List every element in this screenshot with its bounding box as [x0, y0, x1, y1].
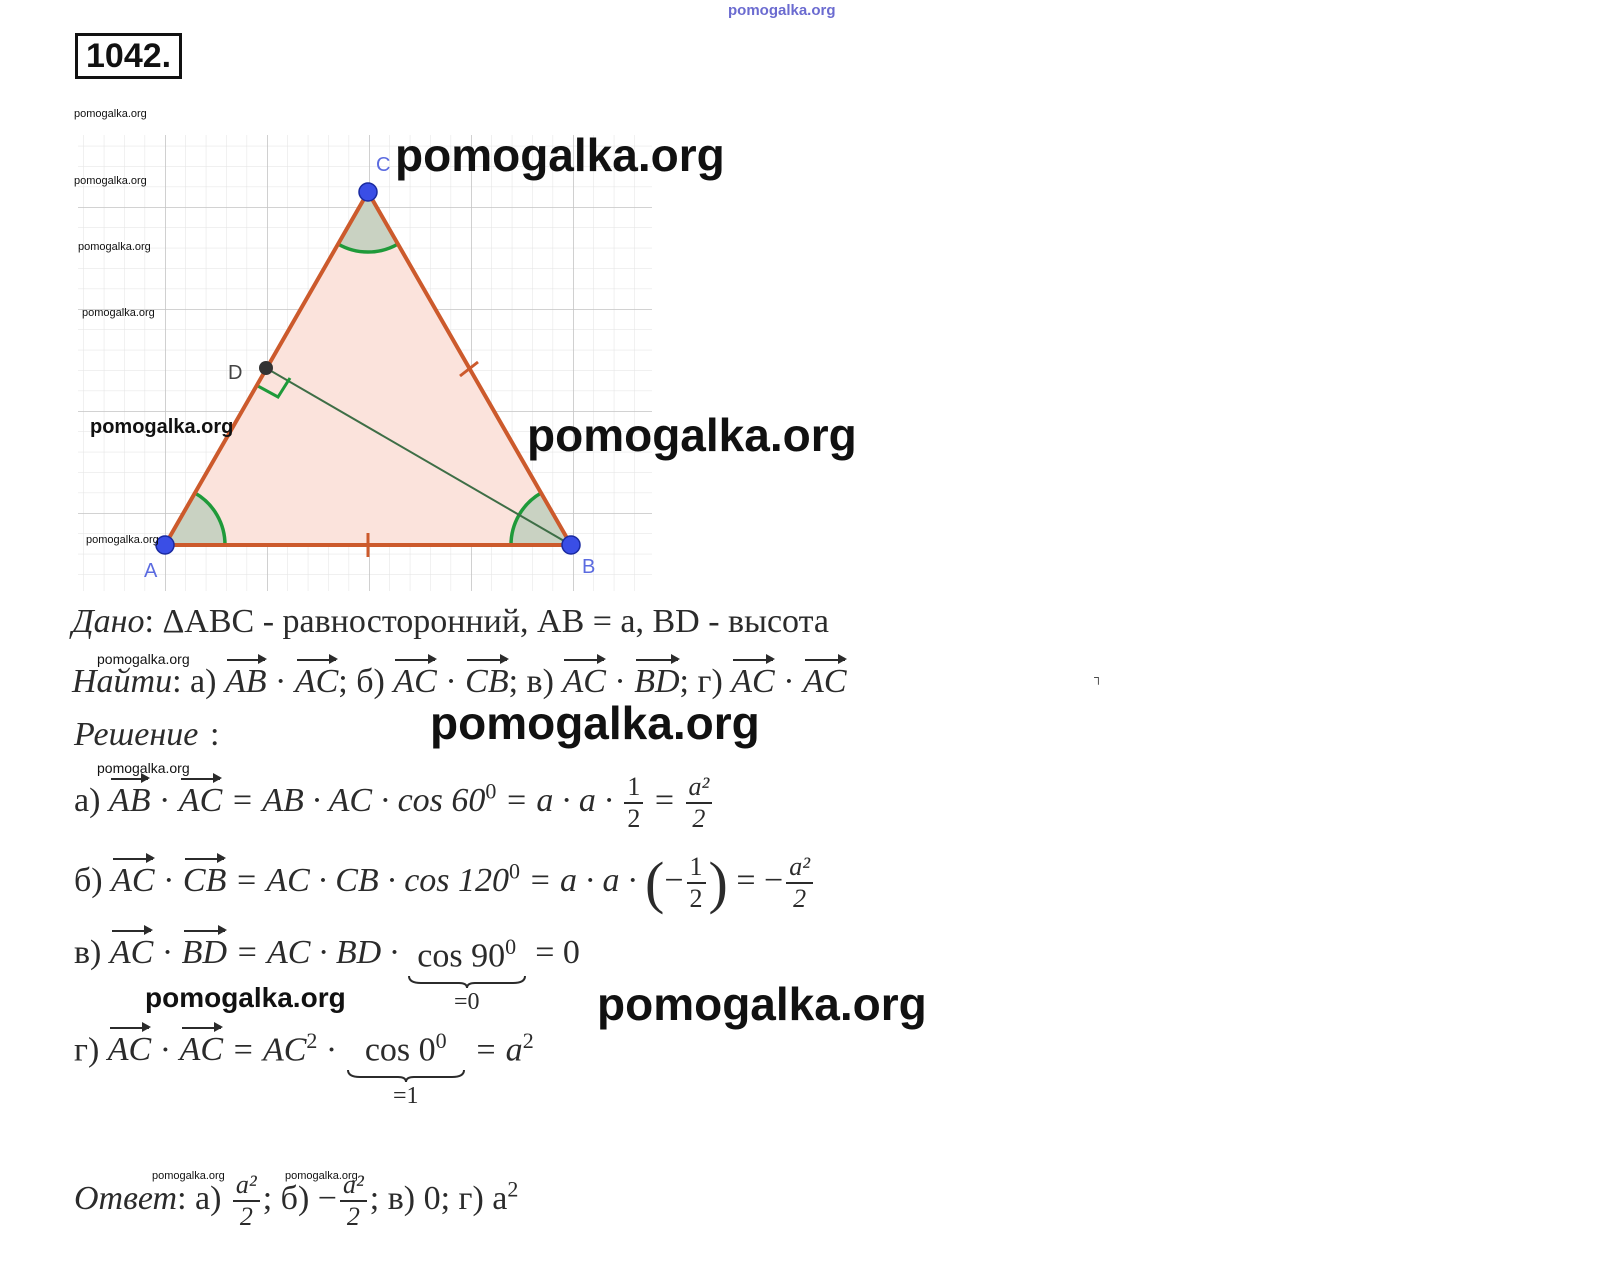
label-b: B — [582, 556, 596, 578]
stray-mark: ┐ — [1094, 670, 1103, 684]
solution-a: а) AB · AC = AB · AC · $\cos 60^0 = a \cdot a$ · $\frac{1}{2}$ = $\frac{\text{a²}}{2}$ — [74, 772, 715, 834]
label-d: D — [228, 362, 243, 384]
watermark: pomogalka.org — [145, 982, 346, 1013]
answer-line: Ответ: а) $\frac{\text{a²}}{2}$ ; б) − $\frac{\text{a²}}{2}$ ; в) 0; г) $a^2$ — [74, 1170, 519, 1231]
given-line — [72, 603, 829, 641]
watermark: pomogalka.org — [152, 1170, 225, 1182]
point-d — [259, 361, 273, 375]
watermark: pomogalka.org — [90, 416, 234, 438]
watermark: pomogalka.org — [430, 697, 760, 749]
watermark: pomogalka.org — [97, 651, 190, 667]
solution-label: Решение — [74, 716, 199, 753]
watermark: pomogalka.org — [527, 409, 857, 461]
given-text: : ΔABC - равносторонний, AB = a, BD - высота — [144, 603, 829, 640]
find-line: Найти: а) AB · AC; б) AC · CB; в) AC · BD; г) AC · AC — [72, 663, 847, 700]
label-c: C — [376, 154, 391, 176]
vector-ac: AC — [562, 663, 606, 700]
watermark: pomogalka.org — [74, 175, 147, 187]
vector-ac: AC — [731, 663, 775, 700]
watermark: pomogalka.org — [74, 108, 147, 120]
solution-v: в) AC · BD = AC · BD · $\cos 90^0$ =0 = 0 — [74, 934, 580, 1016]
vector-ac: AC — [294, 663, 339, 700]
solution-g: г) AC · AC = $AC^2$ · $\cos 0^0$ =1 = $a^2$ — [74, 1028, 534, 1110]
vector-bd: BD — [634, 663, 680, 700]
top-watermark: pomogalka.org — [728, 2, 836, 19]
triangle-figure — [78, 135, 656, 595]
watermark: pomogalka.org — [597, 978, 927, 1030]
watermark: pomogalka.org — [78, 241, 151, 253]
watermark: pomogalka.org — [82, 307, 155, 319]
problem-number: 1042. — [75, 33, 182, 79]
given-prefix: Дано — [72, 603, 145, 640]
watermark: pomogalka.org — [395, 129, 725, 181]
label-a: A — [144, 560, 158, 582]
point-c — [359, 183, 377, 201]
point-b — [562, 536, 580, 554]
vector-cb: CB — [465, 663, 509, 700]
solution-b: б) AC · CB = AC · CB · $\cos 120^0 = a \cdot a$ · (− $\frac{1}{2}$ ) = − $\frac{\text{a²}}{2}$ — [74, 852, 816, 914]
vector-ab: AB — [224, 663, 267, 700]
find-prefix: Найти — [72, 663, 173, 700]
vector-ac: AC — [803, 663, 847, 700]
watermark: pomogalka.org — [285, 1170, 358, 1182]
watermark: pomogalka.org — [97, 760, 190, 776]
watermark: pomogalka.org — [86, 534, 159, 546]
vector-ac: AC — [393, 663, 437, 700]
